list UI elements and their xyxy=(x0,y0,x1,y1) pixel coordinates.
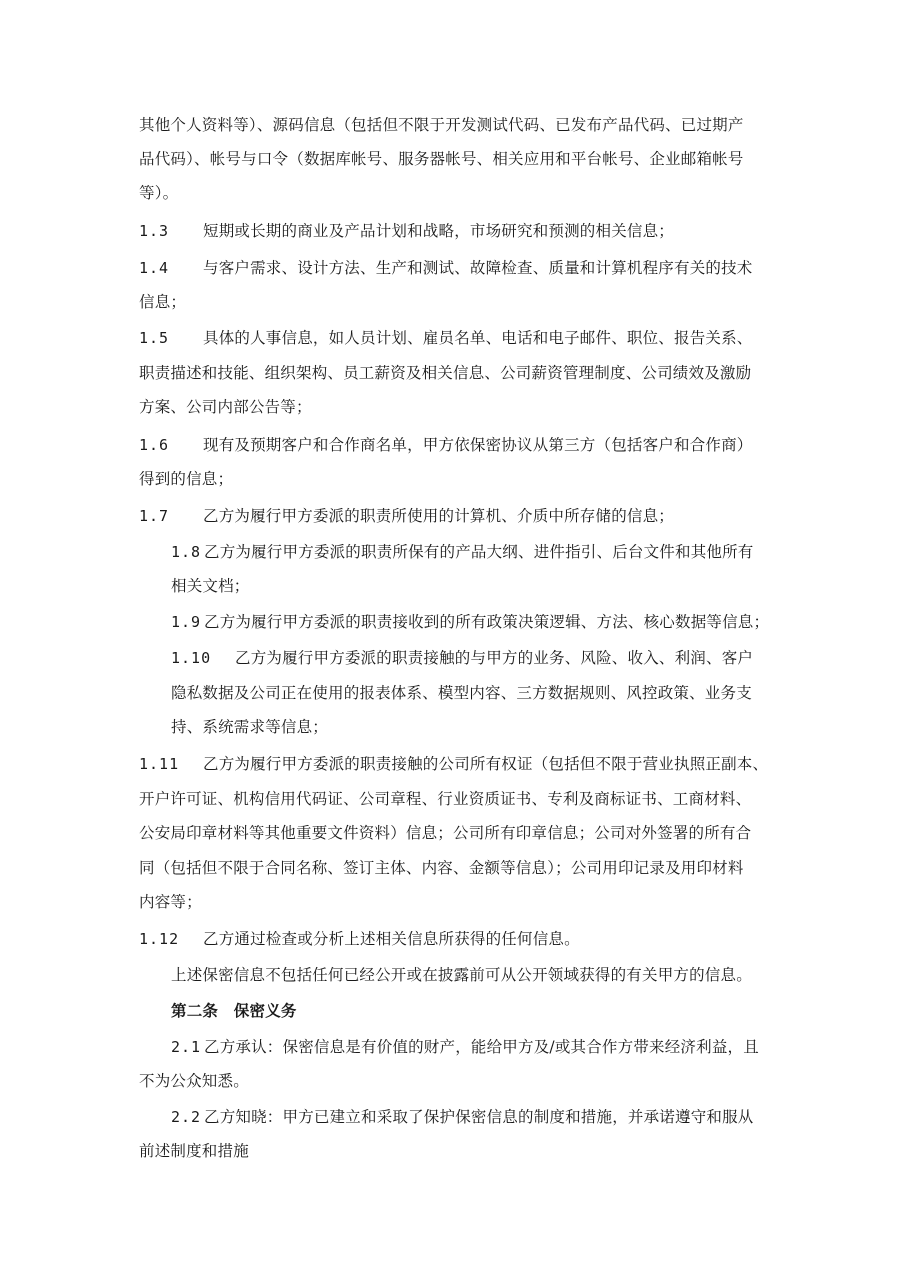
text-line: 其他个人资料等）、源码信息（包括但不限于开发测试代码、已发布产品代码、已过期产 xyxy=(139,116,744,134)
text-line: 方案、公司内部公告等； xyxy=(139,398,312,416)
text-line: 内容等； xyxy=(139,893,202,911)
clause-text: 乙方为履行甲方委派的职责接触的公司所有权证（包括但不限于营业执照正副本、 xyxy=(203,755,769,773)
paragraph-text: 上述保密信息不包括任何已经公开或在披露前可从公开领域获得的有关甲方的信息。 xyxy=(171,966,752,984)
clause-number: 1.6 xyxy=(139,436,170,454)
clause-text: 乙方承认：保密信息是有价值的财产，能给甲方及/或其合作方带来经济利益，且 xyxy=(204,1038,759,1056)
text-line: 品代码）、帐号与口令（数据库帐号、服务器帐号、相关应用和平台帐号、企业邮箱帐号 xyxy=(139,150,744,168)
clause-text: 短期或长期的商业及产品计划和战略，市场研究和预测的相关信息； xyxy=(203,222,675,240)
clause-text: 乙方通过检查或分析上述相关信息所获得的任何信息。 xyxy=(203,930,580,948)
clause-text: 乙方知晓：甲方已建立和采取了保护保密信息的制度和措施，并承诺遵守和服从 xyxy=(204,1108,754,1126)
clause-number: 1.4 xyxy=(139,259,170,277)
clause-number: 1.5 xyxy=(139,329,170,347)
text-line: 信息； xyxy=(139,293,187,311)
clause-text: 乙方为履行甲方委派的职责所使用的计算机、介质中所存储的信息； xyxy=(203,507,675,525)
text-line: 得到的信息； xyxy=(139,470,234,488)
clause-number: 1.9 xyxy=(171,613,202,631)
text-line: 等）。 xyxy=(139,184,179,202)
text-line: 同（包括但不限于合同名称、签订主体、内容、金额等信息）；公司用印记录及用印材料 xyxy=(139,859,744,877)
clause-number: 1.11 xyxy=(139,755,180,773)
clause-number: 1.8 xyxy=(171,543,202,561)
text-line: 隐私数据及公司正在使用的报表体系、模型内容、三方数据规则、风控政策、业务支 xyxy=(171,684,752,702)
text-line: 相关文档； xyxy=(171,577,250,595)
text-line: 开户许可证、机构信用代码证、公司章程、行业资质证书、专利及商标证书、工商材料、 xyxy=(139,790,752,808)
clause-text: 乙方为履行甲方委派的职责所保有的产品大纲、进件指引、后台文件和其他所有 xyxy=(204,543,754,561)
clause-text: 与客户需求、设计方法、生产和测试、故障检查、质量和计算机程序有关的技术 xyxy=(203,259,753,277)
text-line: 不为公众知悉。 xyxy=(139,1072,249,1090)
section-heading: 第二条 保密义务 xyxy=(171,1001,297,1020)
clause-number: 1.7 xyxy=(139,507,170,525)
clause-number: 2.1 xyxy=(171,1038,202,1056)
clause-number: 1.12 xyxy=(139,930,180,948)
clause-text: 乙方为履行甲方委派的职责接触的与甲方的业务、风险、收入、利润、客户 xyxy=(235,649,754,667)
clause-number: 1.10 xyxy=(171,649,212,667)
clause-number: 2.2 xyxy=(171,1108,202,1126)
clause-number: 1.3 xyxy=(139,222,170,240)
text-line: 持、系统需求等信息； xyxy=(171,718,329,736)
text-line: 公安局印章材料等其他重要文件资料）信息；公司所有印章信息；公司对外签署的所有合 xyxy=(139,824,752,842)
clause-text: 现有及预期客户和合作商名单，甲方依保密协议从第三方（包括客户和合作商） xyxy=(203,436,753,454)
clause-text: 具体的人事信息，如人员计划、雇员名单、电话和电子邮件、职位、报告关系、 xyxy=(203,329,753,347)
text-line: 职责描述和技能、组织架构、员工薪资及相关信息、公司薪资管理制度、公司绩效及激励 xyxy=(139,364,752,382)
clause-text: 乙方为履行甲方委派的职责接收到的所有政策决策逻辑、方法、核心数据等信息； xyxy=(204,613,770,631)
text-line: 前述制度和措施 xyxy=(139,1142,249,1160)
